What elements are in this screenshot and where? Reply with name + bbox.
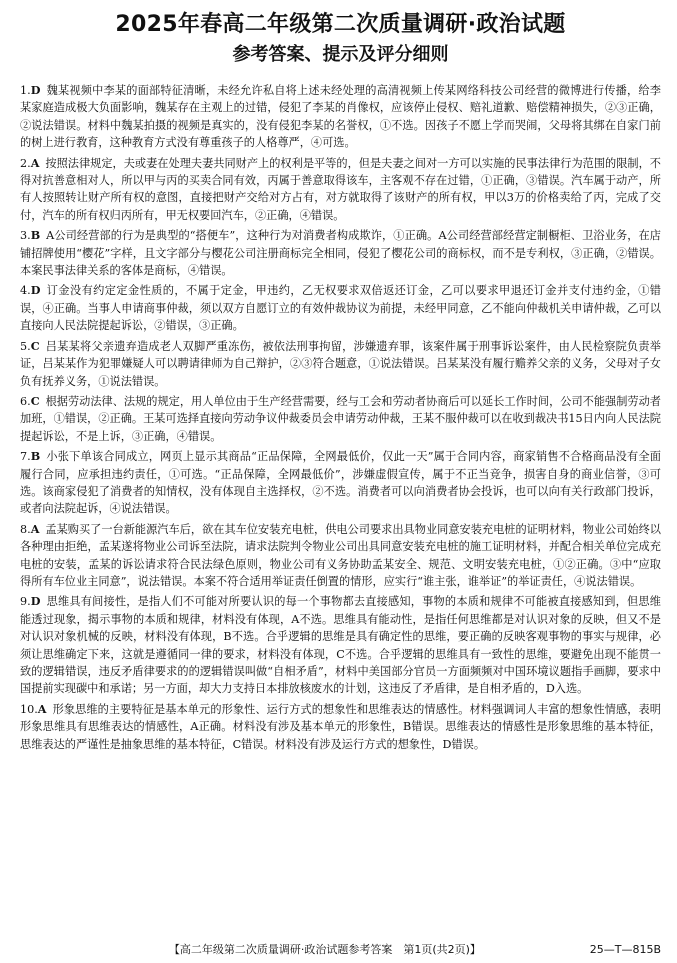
answer-explanation: 小张下单该合同成立，网页上显示其商品“正品保障，全网最低价，仅此一天”属于合同内容，商家销售不合格商品没有全面履行合同，应承担违约责任，①可选。“正品保障，全网最低价”，涉嫌虚假宣传，属于不正当竞争，损害自身的商业信誉，③可选。该商家侵犯了消费者的知情权，没有体现自主选择权，②不选。消费者可以向消费者协会投诉，也可以向有关行政部门投诉，或者向法院起诉，④说法错误。 xyxy=(20,450,661,516)
answer-number: 10. xyxy=(20,702,38,716)
answer-item xyxy=(20,448,661,518)
answer-explanation: 吕某某将父亲遗弃造成老人双脚严重冻伤，被依法刑事拘留，涉嫌遗弃罪，该案件属于刑事诉讼案件，由人民检察院负责举证，吕某某作为犯罪嫌疑人可以聘请律师为自己辩护，②③符合题意，①说法错误。吕某某没有履行赡养父亲的义务，父母对子女负有抚养义务，①说法错误。 xyxy=(20,339,661,388)
answer-explanation: 按照法律规定，夫或妻在处理夫妻共同财产上的权利是平等的，但是夫妻之间对一方可以实施的民事法律行为范围的限制，不得对抗善意相对人，所以甲与丙的买卖合同有效，丙属于善意取得该车，主客观不存在过错，①正确，③错误。汽车属于动产，所有人按照转让财产所有权的意图，直接把财产交给对方占有，对方就取得了该财产的所有权，甲以3万的价格卖给了丙，完成了交付，汽车的所有权归丙所有，甲无权要回汽车，②正确，④错误。 xyxy=(20,156,661,222)
answer-letter: C xyxy=(30,393,40,408)
answer-item xyxy=(20,701,661,753)
answer-letter: A xyxy=(30,155,40,170)
answer-number: 1. xyxy=(20,84,31,97)
answer-explanation: 孟某购买了一台新能源汽车后，欲在其车位安装充电桩，供电公司要求出具物业同意安装充电桩的证明材料，物业公司始终以各种理由拒绝，孟某遂将物业公司诉至法院，请求法院判令物业公司出具同意安装充电桩的施工证明材料，并配合相关单位完成充电桩的安装，孟某的诉讼请求符合民法绿色原则，物业公司有义务协助孟某安全、规范、文明安装充电桩，①②正确。③中“应取得所有车位业主同意”，说法错误。本案不符合适用举证责任倒置的情形，应实行“谁主张，谁举证”的举证责任，④说法错误。 xyxy=(20,522,661,588)
answer-number: 7. xyxy=(20,450,31,464)
answer-explanation: 形象思维的主要特征是基本单元的形象性、运行方式的想象性和思维表达的情感性。材料强调词人丰富的想象性情感，表明形象思维具有思维表达的情感性，A正确。材料没有涉及基本单元的形象性，B错误。思维表达的情感性是形象思维的基本特征，思维表达的严谨性是抽象思维的基本特征，C错误。材料没有涉及运行方式的想象性，D错误。 xyxy=(20,702,661,751)
answer-number: 2. xyxy=(20,156,31,170)
answer-explanation: 订金没有约定定金性质的，不属于定金，甲违约，乙无权要求双倍返还订金，乙可以要求甲退还订金并支付违约金，①错误，④正确。当事人申请商事仲裁，须以双方自愿订立的有效仲裁协议为前提，未经甲同意，乙不能向仲裁机关申请仲裁，乙可以直接向人民法院提起诉讼，②错误，③正确。 xyxy=(20,284,661,333)
page-footer xyxy=(20,943,661,957)
answer-item xyxy=(20,338,661,390)
answer-item xyxy=(20,521,661,591)
footer-page-info: 【高二年级第二次质量调研·政治试题参考答案 第1页(共2页)】 xyxy=(168,943,481,956)
answer-explanation: 魏某视频中李某的面部特征清晰，未经允许私自将上述未经处理的高清视频上传某网络科技公司经营的微博进行传播，给李某家庭造成极大负面影响，魏某存在主观上的过错，侵犯了李某的肖像权，应该停止侵权、赔礼道歉、赔偿精神损失，②③正确，②说法错误。材料中魏某拍摄的视频是真实的，没有侵犯李某的名誉权，①不选。因孩子不愿上学而哭闹，父母将其绑在自家门前的树上进行教育，这种教育方式没有尊重孩子的人格尊严，④可选。 xyxy=(20,84,661,150)
answer-item xyxy=(20,393,661,445)
footer-code: 25—T—815B xyxy=(589,943,661,956)
answer-number: 6. xyxy=(20,394,31,408)
answer-explanation: 思维具有间接性，是指人们不可能对所要认识的每一个事物都去直接感知，事物的本质和规律不可能被直接感知到，但思维能透过现象，揭示事物的本质和规律，材料没有体现，A不选。思维具有能动性，是指任何思维都是对认识对象的反映，但又不是对认识对象机械的反映，材料没有体现，B不选。合乎逻辑的思维是具有确定性的思维，要正确的反映客观事物的事实与规律，必须让思维确定下来，这就是遵循同一律的要求，材料没有体现，C不选。合乎逻辑的思维具有一致性的思维，要避免出现不能贯一致的逻辑错误，违反矛盾律要求的的逻辑错误叫做“自相矛盾”，材料中美国部分官员一方面频频对中国环境议题指手画脚，要求中国提前实现碳中和承诺；另一方面，却大力支持日本排放核废水的计划，这违反了矛盾律，是自相矛盾的，D入选。 xyxy=(20,595,661,696)
answer-number: 9. xyxy=(20,595,31,609)
answer-number: 5. xyxy=(20,339,31,353)
page-subtitle: 参考答案、提示及评分细则 xyxy=(232,44,449,65)
answer-letter: C xyxy=(30,338,40,353)
answer-item xyxy=(20,593,661,697)
answer-number: 3. xyxy=(20,229,31,243)
answer-explanation: A公司经营部的行为是典型的“搭便车”，这种行为对消费者构成欺诈，①正确。A公司经营部经营定制橱柜、卫浴业务，在店铺招牌使用“樱花”字样，且文字部分与樱花公司注册商标完全相同，侵犯了樱花公司的商标权，而不是专利权，③正确，②错误。本案民事法律关系的客体是商标，④错误。 xyxy=(20,229,661,278)
answer-list xyxy=(20,82,661,753)
answer-letter: A xyxy=(30,521,40,536)
answer-item xyxy=(20,282,661,334)
answer-number: 8. xyxy=(20,522,31,536)
answer-number: 4. xyxy=(20,284,31,298)
answer-explanation: 根据劳动法律、法规的规定，用人单位由于生产经营需要，经与工会和劳动者协商后可以延长工作时间，公司不能强制劳动者加班，①错误，②正确。王某可选择直接向劳动争议仲裁委员会申请劳动仲裁，王某不服仲裁可以在收到裁决书15日内向人民法院提起诉讼，不是上诉，③正确，④错误。 xyxy=(20,394,661,443)
answer-letter: A xyxy=(37,701,47,716)
answer-letter: B xyxy=(30,228,41,243)
answer-item xyxy=(20,155,661,225)
answer-letter: D xyxy=(30,83,41,97)
answer-letter: D xyxy=(30,283,41,298)
answer-item xyxy=(20,227,661,279)
page-title: 2025年春高二年级第二次质量调研·政治试题 xyxy=(115,12,566,37)
answer-item xyxy=(20,82,661,152)
answer-letter: D xyxy=(30,594,41,609)
answer-letter: B xyxy=(30,449,41,464)
